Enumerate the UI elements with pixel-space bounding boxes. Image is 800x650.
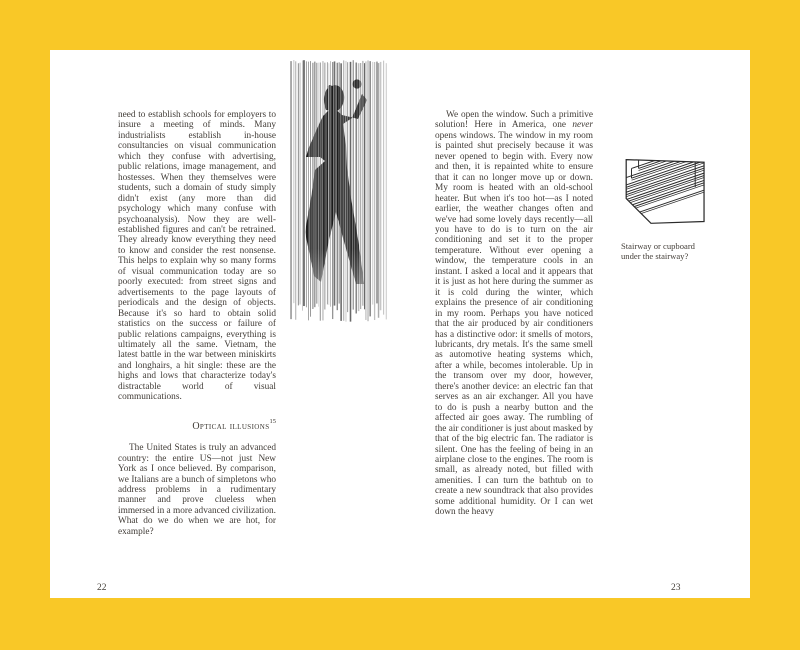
footnote-reference: 15 — [269, 417, 276, 425]
left-page-second-paragraph: The United States is truly an advanced country: the entire US—not just New York as I once believed. By comparison, we Italians are a bunch of simpletons who address problems in a rudimentary manner and prove clueless when immersed in a more advanced civilization. What do we do when we are hot, for example? — [118, 443, 276, 537]
book-spread — [50, 50, 750, 598]
left-page-body-paragraph: need to establish schools for employers to insure a meeting of minds. Many industrialists establish in-house consultancies on visual communication which they confuse with advertising, public relations, image management, and hostesses. When they themselves were students, such a domain of study simply didn't exist (any more than did psychology which many confuse with psychoanalysis). Now they are well-established figures and can't be retrained. They already know everything they need to know and consider the rest nonsense. This helps to explain why so many forms of visual communication today are so poorly executed: from street signs and advertisements to the page layouts of periodicals and the design of objects. Because it's so hard to obtain solid statistics on the success or failure of public relations campaigns, everything is ultimately all the same. Vietnam, the latest battle in the war between miniskirts and longhairs, a hit single: these are the highs and lows that characterize today's distractable world of visual communications. — [118, 110, 276, 403]
left-page-text-column — [118, 110, 276, 537]
schroeder-stairs-illustration — [620, 153, 712, 237]
striped-figure-illustration — [290, 60, 387, 322]
stair-steps — [620, 153, 712, 229]
stairs-caption-line2: under the stairway? — [621, 251, 689, 261]
section-heading-text: Optical illusions — [192, 420, 270, 432]
stairs-caption — [621, 241, 741, 261]
right-page-paragraph — [435, 110, 593, 518]
stairs-caption-line1: Stairway or cupboard — [621, 241, 695, 251]
italic-word: never — [572, 120, 593, 131]
page-number-left: 22 — [97, 583, 107, 593]
paragraph-text-rest: opens windows. The window in my room is painted shut precisely because it was never opened to begin with. Every now and then, it is repainted white to ensure that it can no longer move up or down. My room is heated with an old-school heater. But when it's too hot—as I noted earlier, the weather changes often and we've had some lovely days recently—all you have to do is to turn on the air conditioning and set it to the proper temperature. Without ever opening a window, the temperature cools in an instant. I asked a local and it appears that it is just as hot here during the summer as it is cold during the winter, which explains the presence of air conditioning in my room. Perhaps you have noticed that the air produced by air conditioners has a distinctive odor: it smells of motors, lubricants, dry metals. It's the same smell as automotive heating systems which, after a while, becomes intolerable. Up in the transom over my door, however, there's another device: an electric fan that serves as an air exchanger. All you have to do is push a nearby button and the affected air goes away. The rumbling of the air conditioner is just about masked by that of the big electric fan. The radiator is silent. One has the feeling of being in an airplane close to the engines. The room is small, as already noted, but filled with amenities. I can turn the bathtub on to create a new soundtrack that also provides some additional humidity. Or I can wet down the heavy — [435, 130, 593, 518]
right-page-text-column — [435, 110, 593, 518]
section-heading — [118, 417, 276, 432]
paragraph-text-start: We open the window. Such a primitive solution! Here in America, one — [435, 110, 593, 131]
page-number-right: 23 — [671, 583, 681, 593]
